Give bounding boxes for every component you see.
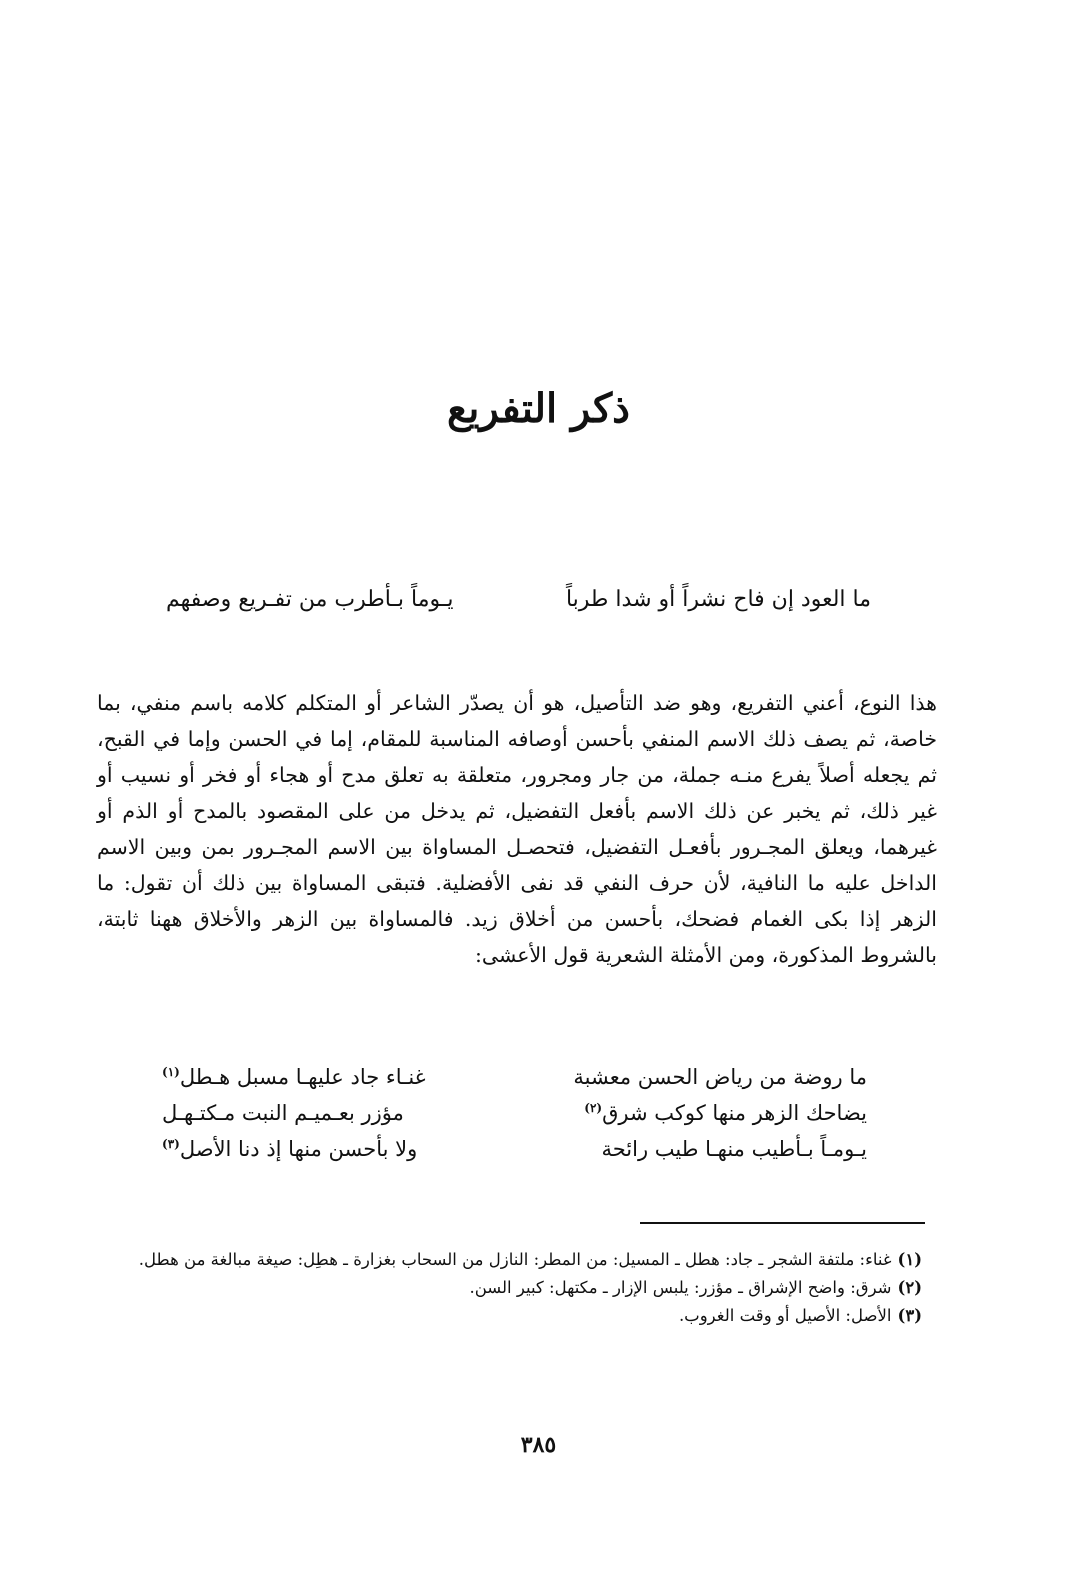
footnotes <box>107 1246 922 1330</box>
footnote-text: الأصل: الأصيل أو وقت الغروب. <box>678 1306 892 1325</box>
poem-line-1-first: ما روضة من رياض الحسن معشبة <box>573 1065 867 1089</box>
poem-line-2-first-wrap <box>584 1101 867 1125</box>
poem-line-1-second: غنـاء جاد عليهـا مسبل هـطل <box>179 1065 426 1089</box>
poem-line-3-second-wrap <box>162 1137 417 1161</box>
footnote-number: (٣) <box>897 1306 922 1325</box>
footnote-ref-1: (١) <box>162 1065 180 1079</box>
page-number: ٣٨٥ <box>520 1432 557 1458</box>
poem-line <box>162 1065 867 1101</box>
poem-line-3-first: يـومـاً بـأطيب منهـا طيب رائحة <box>601 1137 867 1161</box>
footnote-number: (٢) <box>897 1278 922 1297</box>
poem-line-1-second-wrap <box>162 1065 426 1089</box>
poem-line <box>162 1101 867 1137</box>
poem-line <box>162 1137 867 1173</box>
footnote-text: شرق: واضح الإشراق ـ مؤزر: يلبس الإزار ـ مكتهل: كبير السن. <box>469 1278 892 1297</box>
poem-line-2-second: مؤزر بعـميـم النبت مـكتـهـل <box>162 1101 404 1125</box>
poem-line-2-first: يضاحك الزهر منها كوكب شرق <box>602 1101 867 1125</box>
poem-line-3-second: ولا بأحسن منها إذ دنا الأصل <box>179 1137 418 1161</box>
footnote-ref-3: (٣) <box>162 1137 180 1151</box>
footnote-3 <box>107 1302 922 1330</box>
footnote-number: (١) <box>897 1250 922 1269</box>
footnote-text: غناء: ملتفة الشجر ـ جاد: هطل ـ المسيل: من المطر: النازل من السحاب بغزارة ـ هطِل: صيغة مبالغة من هطل. <box>138 1250 892 1269</box>
verse-second-hemistich: يـوماً بـأطرب من تفـريع وصفهم <box>166 587 454 612</box>
chapter-title: ذكر التفريع <box>447 384 630 432</box>
verse-first-hemistich: ما العود إن فاح نشراً أو شدا طرباً <box>565 587 871 612</box>
opening-verse <box>166 587 871 637</box>
footnote-2 <box>107 1274 922 1302</box>
footnote-1 <box>107 1246 922 1274</box>
footnote-divider <box>640 1222 925 1224</box>
body-paragraph: هذا النوع، أعني التفريع، وهو ضد التأصيل، هو أن يصدّر الشاعر أو المتكلم كلامه باسم منفي، بما خاصة، ثم يصف ذلك الاسم المنفي بأحسن أوصافه المناسبة للمقام، إما في الحسن وإما في القبح، ثم يجعله أصلاً يفرع منـه جملة، من جار ومجرور، متعلقة به تعلق مدح أو هجاء أو فخر أو نسيب أو غير ذلك، ثم يخبر عن ذلك الاسم بأفعل التفضيل، ثم يدخل من على المقصود بالمدح أو الذم أو غيرهما، ويعلق المجـرور بأفعـل التفضيل، فتحصـل المساواة بين الاسم المجـرور بمن وبين الاسم الداخل عليه ما النافية، لأن حرف النفي قد نفى الأفضلية. فتبقى المساواة بين ذلك أن تقول: ما الزهر إذا بكى الغمام فضحك، بأحسن من أخلاق زيد. فالمساواة بين الزهر والأخلاق ههنا ثابتة، بالشروط المذكورة، ومن الأمثلة الشعرية قول الأعشى: <box>97 690 937 967</box>
poem <box>162 1065 867 1173</box>
footnote-ref-2: (٢) <box>584 1101 603 1115</box>
